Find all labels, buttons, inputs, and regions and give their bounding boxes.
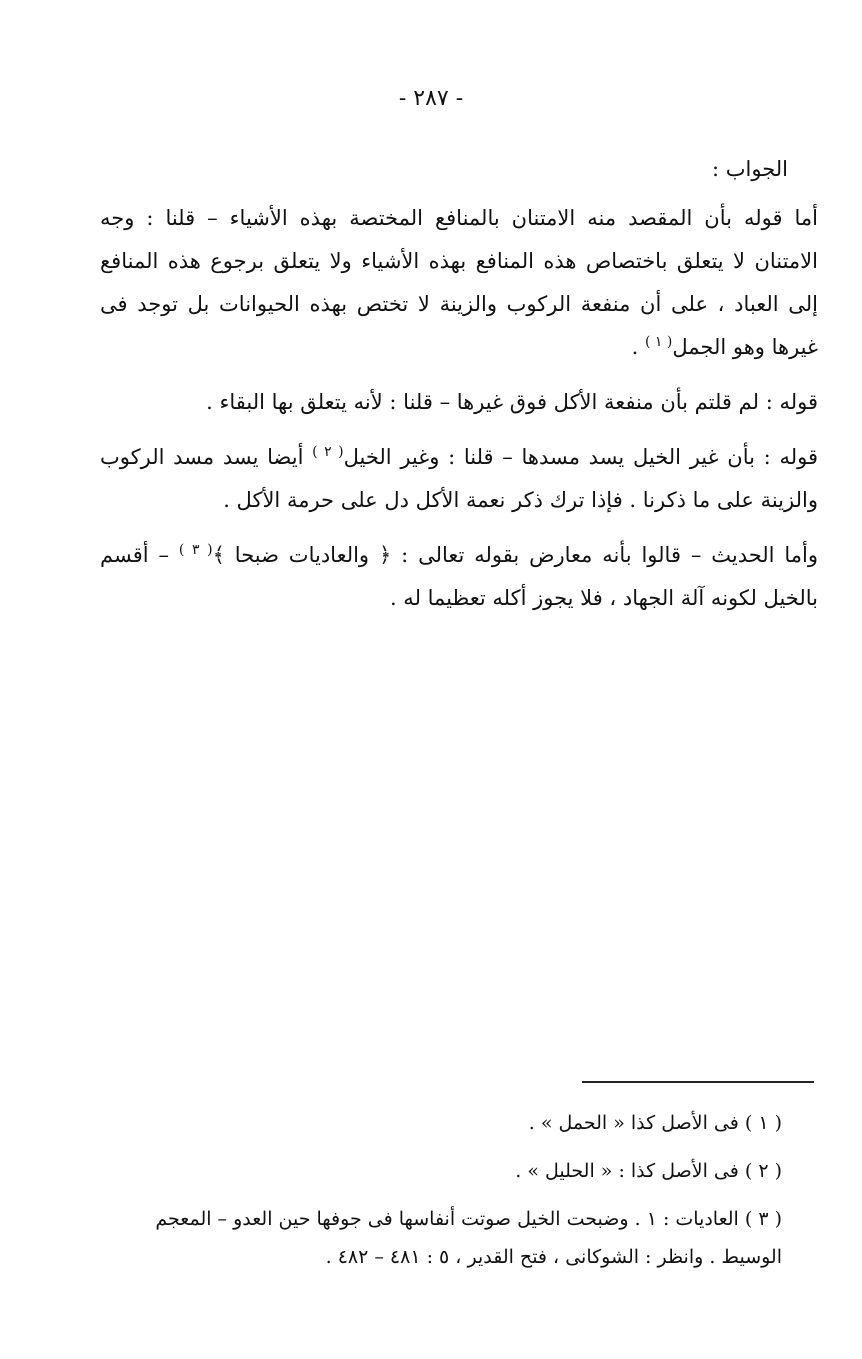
paragraph-text-tail: أيضا يسد مسد الركوب والزينة على ما ذكرنا . فإذا ترك ذكر نعمة الأكل دل على حرمة الأكل . — [100, 445, 818, 512]
footnote-1: ( ١ ) فى الأصل كذا « الحمل » . — [528, 1112, 782, 1134]
footnote-reference: ( ٢ ) — [312, 444, 344, 460]
footnote-reference: ( ٣ ) — [178, 542, 213, 558]
footnote-2: ( ٢ ) فى الأصل كذا : « الحليل » . — [515, 1160, 782, 1182]
paragraph-3 — [100, 436, 818, 522]
paragraph-text: أما قوله بأن المقصد منه الامتنان بالمنافع المختصة بهذه الأشياء – قلنا : وجه الامتنان لا يتعلق باختصاص هذه المنافع بهذه الأشياء ولا يتعلق برجوع هذه المنافع إلى العباد ، على أن منفعة الركوب والزينة لا تختص بهذه الحيوانات بل توجد فى غيرها وهو الجمل — [100, 206, 818, 359]
footnote-separator — [582, 1081, 814, 1083]
section-heading: الجواب : — [712, 157, 788, 181]
paragraph-text: قوله : لم قلتم بأن منفعة الأكل فوق غيرها – قلنا : لأنه يتعلق بها البقاء . — [206, 390, 818, 414]
paragraph-text-tail: . — [631, 335, 645, 359]
footnotes — [100, 1104, 818, 1286]
paragraph-text: وأما الحديث – قالوا بأنه معارض بقوله تعالى : ﴿ والعاديات ضبحا ﴾ — [212, 543, 819, 567]
paragraph-4 — [100, 534, 818, 620]
footnote-3: ( ٣ ) العاديات : ١ . وضبحت الخيل صوتت أنفاسها فى جوفها حين العدو – المعجم الوسيط . وانظر : الشوكانى ، فتح القدير ، ٥ : ٤٨١ – ٤٨٢ . — [155, 1208, 782, 1268]
paragraph-text: قوله : بأن غير الخيل يسد مسدها – قلنا : وغير الخيل — [343, 445, 819, 469]
page-number: - ٢٨٧ - — [398, 86, 464, 111]
paragraph-text-tail: – أقسم بالخيل لكونه آلة الجهاد ، فلا يجوز أكله تعظيما له . — [100, 543, 818, 610]
paragraph-1 — [100, 197, 818, 369]
paragraph-2 — [100, 381, 818, 424]
body-text — [100, 148, 818, 632]
footnote-reference: ( ١ ) — [644, 334, 673, 350]
